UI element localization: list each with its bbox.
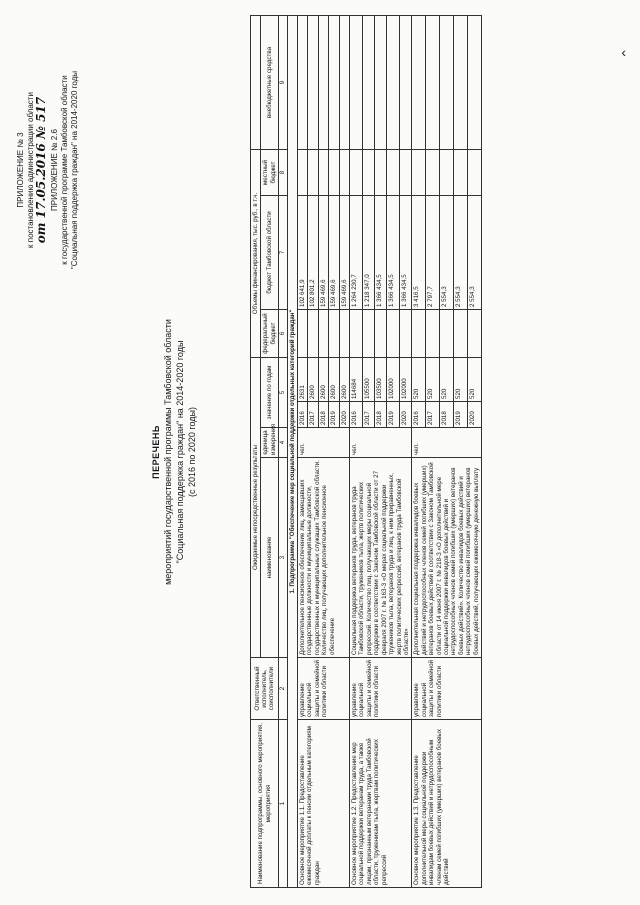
executor-name: управление социальной защиты и семейной политики области [350, 658, 412, 720]
federal-cell [374, 310, 386, 358]
year-cell: 2018 [318, 402, 328, 428]
regional-cell: 1 264 230,7 [350, 196, 362, 310]
measure-name: Основное мероприятие 1.3. Предоставление дополнительной меры социальной поддержки инвалидам боевых действий и нетрудоспособным членам семей погибших (умерших) ветеранов боевых действий [412, 720, 482, 888]
local-cell [454, 149, 468, 195]
value-cell: 2600 [318, 358, 328, 402]
extra-cell [468, 15, 482, 149]
regional-cell: 102 641,9 [298, 196, 308, 310]
col-number: 2 [279, 658, 287, 720]
header-executor: Ответственный исполнитель, соисполнители [251, 658, 279, 720]
federal-cell [399, 310, 412, 358]
value-cell: 520 [426, 358, 440, 402]
year-cell: 2020 [399, 402, 412, 428]
extra-cell [399, 15, 412, 149]
measures-table [250, 15, 482, 888]
local-cell [308, 149, 318, 195]
table-row [412, 15, 426, 887]
local-cell [399, 149, 412, 195]
result-description: Дополнительная социальная поддержка инвалидов боевых действий и нетрудоспособных членов семей погибших (умерших) ветеранов боевых действий в соответствии с Законом Тамбовской области от 14 июня 2007 г. № 218-З «О дополнительной мере социальной поддержки инвалидов боевых действий и нетрудоспособных членов семей погибших (умерших) ветеранов боевых действий». Количество инвалидов боевых действий и нетрудоспособных членов семей погибших (умерших) ветеранов боевых действий, получающих ежемесячную денежную выплату [412, 458, 482, 658]
regional-cell: 2 554,3 [440, 196, 454, 310]
value-cell: 102000 [399, 358, 412, 402]
value-cell: 520 [412, 358, 426, 402]
col-number: 3 [279, 458, 287, 658]
federal-cell [308, 310, 318, 358]
table-body [298, 15, 482, 887]
year-cell: 2020 [468, 402, 482, 428]
executor-name: управление социальной защиты и семейной политики области [298, 658, 350, 720]
col-number: 5 [279, 358, 287, 428]
year-cell: 2017 [362, 402, 374, 428]
value-cell: 520 [454, 358, 468, 402]
value-cell: 2600 [308, 358, 318, 402]
col-number: 1 [279, 720, 287, 888]
column-number-row [279, 15, 287, 887]
extra-cell [318, 15, 328, 149]
title-line-3: "Социальная поддержка граждан" на 2014-2020 годы [175, 340, 185, 564]
federal-cell [350, 310, 362, 358]
regional-cell: 1 366 434,5 [374, 196, 386, 310]
extra-cell [350, 15, 362, 149]
federal-cell [387, 310, 399, 358]
local-cell [350, 149, 362, 195]
title-line-1: ПЕРЕЧЕНЬ [151, 425, 161, 479]
year-cell: 2020 [339, 402, 349, 428]
document-header [10, 12, 260, 892]
header-local: местный бюджет [261, 149, 279, 195]
header-finance-group: Объемы финансирования, тыс. руб., в т.ч. [251, 149, 261, 357]
local-cell [440, 149, 454, 195]
rotated-sheet [10, 12, 630, 892]
appendix-line-5: к государственной программе Тамбовской области [60, 75, 69, 265]
year-cell: 2017 [308, 402, 318, 428]
value-cell: 2600 [329, 358, 339, 402]
measure-name: Основное мероприятие 1.1. Предоставление ежемесячной доплаты к пенсии отдельным категориям граждан [298, 720, 350, 888]
appendix-line-1: ПРИЛОЖЕНИЕ № 3 [16, 132, 25, 208]
title-line-4: (с 2016 по 2020 годы) [187, 406, 197, 498]
regional-cell: 159 469,6 [318, 196, 328, 310]
extra-cell [339, 15, 349, 149]
federal-cell [339, 310, 349, 358]
federal-cell [298, 310, 308, 358]
extra-cell [412, 15, 426, 149]
col-number: 4 [279, 428, 287, 458]
col-number: 8 [279, 149, 287, 195]
local-cell [374, 149, 386, 195]
extra-cell [362, 15, 374, 149]
regional-cell: 159 469,6 [339, 196, 349, 310]
value-cell: 114684 [350, 358, 362, 402]
federal-cell [426, 310, 440, 358]
extra-cell [329, 15, 339, 149]
unit-cell: чел. [298, 428, 350, 458]
regional-cell: 159 469,6 [329, 196, 339, 310]
federal-cell [329, 310, 339, 358]
col-number: 6 [279, 310, 287, 358]
header-unit: единица измерения [261, 428, 279, 458]
local-cell [468, 149, 482, 195]
regional-cell: 2 554,3 [468, 196, 482, 310]
col-number: 9 [279, 15, 287, 149]
local-cell [329, 149, 339, 195]
federal-cell [412, 310, 426, 358]
appendix-line-4: ПРИЛОЖЕНИЕ № 2.6 [50, 129, 59, 211]
extra-cell [387, 15, 399, 149]
year-cell: 2016 [298, 402, 308, 428]
local-cell [318, 149, 328, 195]
value-cell: 520 [440, 358, 454, 402]
header-measure: Наименование подпрограммы, основного мероприятия, мероприятия [251, 720, 279, 888]
header-result-name: наименование [261, 458, 279, 658]
local-cell [412, 149, 426, 195]
local-cell [426, 149, 440, 195]
regional-cell: 1 218 347,0 [362, 196, 374, 310]
header-result-group: Ожидаемые непосредственные результаты [251, 358, 261, 658]
year-cell: 2019 [387, 402, 399, 428]
year-cell: 2019 [454, 402, 468, 428]
local-cell [387, 149, 399, 195]
result-description: Дополнительное пенсионное обеспечение лиц, замещавших государственные должности и муниципальные должности, государственных и муниципальных служащих Тамбовской области. Количество лиц, получающих дополнительное пенсионное обеспечение [298, 458, 350, 658]
year-cell: 2018 [440, 402, 454, 428]
federal-cell [454, 310, 468, 358]
extra-cell [374, 15, 386, 149]
executor-name: управление социальной защиты и семейной политики области [412, 658, 482, 720]
unit-cell: чел. [412, 428, 482, 458]
year-cell: 2017 [426, 402, 440, 428]
header-extra: внебюджетные средства [261, 15, 279, 149]
extra-cell [298, 15, 308, 149]
value-cell: 105500 [362, 358, 374, 402]
regional-cell: 102 801,2 [308, 196, 318, 310]
measure-name: Основное мероприятие 1.2. Предоставление мер социальной поддержки ветеранам труда, а также лицам, признанным ветеранами труда Тамбовской области, труженикам тыла, жертвам политических репрессий [350, 720, 412, 888]
federal-cell [440, 310, 454, 358]
header-values: значение по годам [261, 358, 279, 428]
value-cell: 2631 [298, 358, 308, 402]
year-cell: 2019 [329, 402, 339, 428]
local-cell [362, 149, 374, 195]
appendix-date-number: от 17.05.2016 № 517 [34, 96, 48, 244]
year-cell: 2018 [374, 402, 386, 428]
extra-cell [454, 15, 468, 149]
extra-cell [308, 15, 318, 149]
value-cell: 102000 [387, 358, 399, 402]
corner-mark: ‹ [621, 44, 626, 60]
regional-cell: 2 797,7 [426, 196, 440, 310]
year-cell: 2016 [412, 402, 426, 428]
appendix-line-2: к постановлению администрации области [26, 92, 35, 248]
year-cell: 2016 [350, 402, 362, 428]
value-cell: 520 [468, 358, 482, 402]
document-title [150, 232, 198, 672]
header-federal: федеральный бюджет [261, 310, 279, 358]
regional-cell: 3 416,5 [412, 196, 426, 310]
federal-cell [362, 310, 374, 358]
regional-cell: 2 554,3 [454, 196, 468, 310]
federal-cell [318, 310, 328, 358]
title-line-2: мероприятий государственной программы Тамбовской области [163, 319, 173, 585]
value-cell: 2600 [339, 358, 349, 402]
unit-cell: чел. [350, 428, 412, 458]
regional-cell: 1 366 434,5 [387, 196, 399, 310]
appendix-line-6: "Социальная поддержка граждан" на 2014-2020 годы [70, 70, 79, 270]
subprogram-title: 1. Подпрограмма "Обеспечение мер социальной поддержки отдельных категорий граждан" [287, 15, 297, 887]
table-row [298, 15, 308, 887]
value-cell: 103500 [374, 358, 386, 402]
local-cell [339, 149, 349, 195]
appendix-block [16, 20, 80, 320]
local-cell [298, 149, 308, 195]
extra-cell [426, 15, 440, 149]
col-number: 7 [279, 196, 287, 310]
extra-cell [440, 15, 454, 149]
result-description: Социальная поддержка ветеранов труда, ветеранов труда Тамбовской области, тружеников тыла, жертв политических репрессий. Количество лиц, получающих меры социальной поддержки в соответствии с Законом Тамбовской области от 27 февраля 2007 г. № 163-З «О мерах социальной поддержки тружеников тыла, ветеранов труда и лиц, к ним приравненных, жертв политических репрессий, ветеранов труда Тамбовской области» [350, 458, 412, 658]
table-row [350, 15, 362, 887]
regional-cell: 1 366 434,5 [399, 196, 412, 310]
federal-cell [468, 310, 482, 358]
header-regional: бюджет Тамбовской области [261, 196, 279, 310]
